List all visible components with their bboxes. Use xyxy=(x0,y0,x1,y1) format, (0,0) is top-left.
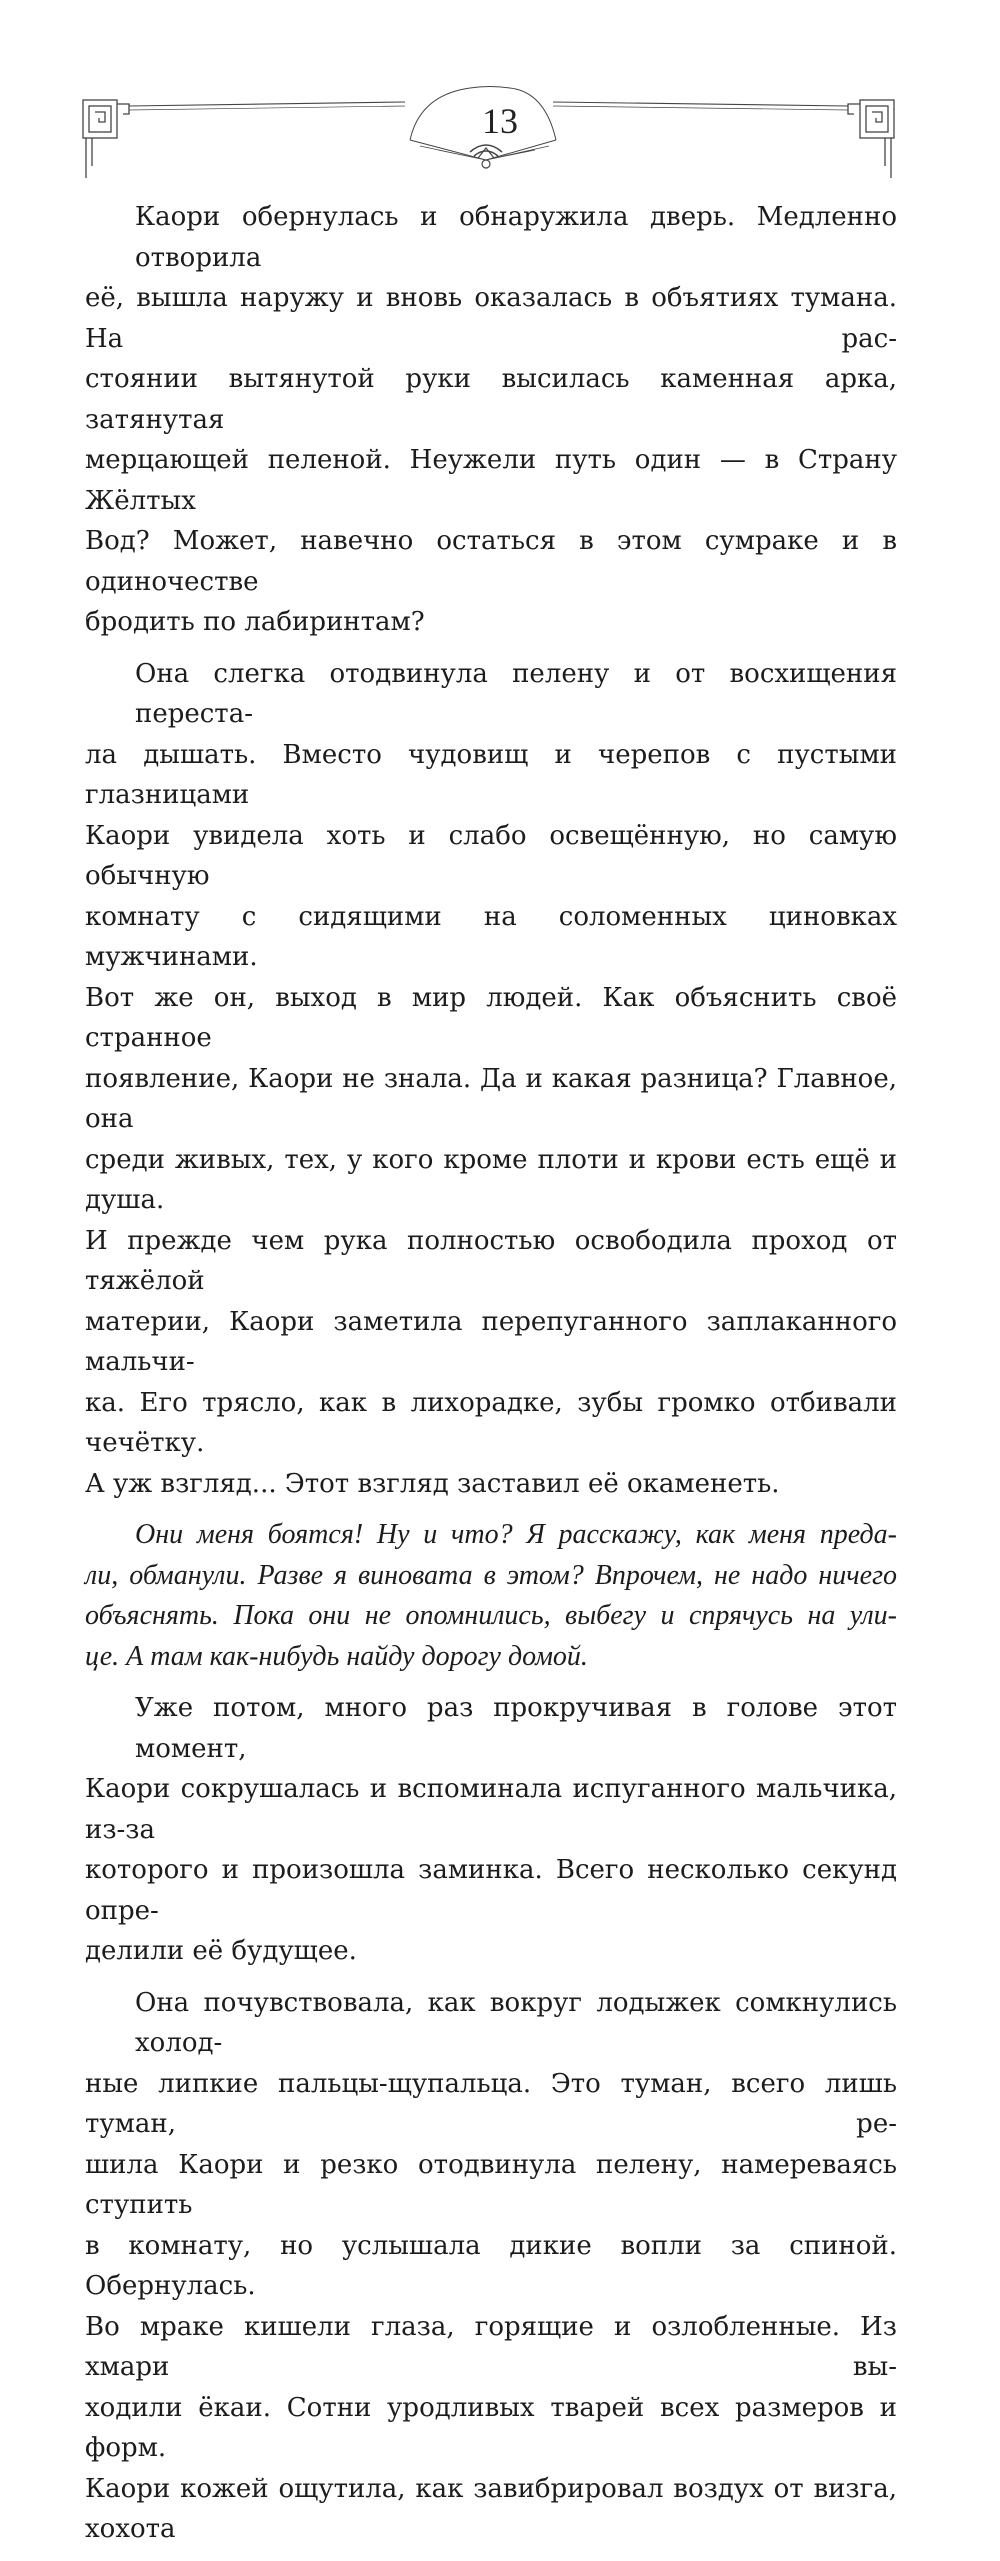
text-line: Каори увидела хоть и слабо освещённую, но самую обычную xyxy=(85,820,897,891)
text-line: А уж взгляд... Этот взгляд заставил её окаменеть. xyxy=(85,1468,780,1499)
paragraph xyxy=(85,1983,897,2550)
page-number: 13 xyxy=(482,101,518,141)
text-line: комнату с сидящими на соломенных циновках мужчинами. xyxy=(85,901,897,972)
text-line: в комнату, но услышала дикие вопли за спиной. Обернулась. xyxy=(85,2230,897,2301)
text-line: материи, Каори заметила перепуганного заплаканного мальчи- xyxy=(85,1306,897,1377)
paragraph xyxy=(85,197,897,643)
text-line: её, вышла наружу и вновь оказалась в объятиях тумана. На рас- xyxy=(85,283,897,354)
text-line: Вот же он, выход в мир людей. Как объяснить своё странное xyxy=(85,982,897,1053)
text-line: шила Каори и резко отодвинула пелену, намереваясь ступить xyxy=(85,2149,897,2220)
text-line: Уже потом, много раз прокручивая в голове этот момент, xyxy=(135,1693,897,1764)
text-line: появление, Каори не знала. Да и какая разница? Главное, она xyxy=(85,1063,897,1134)
text-line: И прежде чем рука полностью освободила проход от тяжёлой xyxy=(85,1225,897,1296)
paragraph xyxy=(85,1688,897,1972)
text-line: стоянии вытянутой руки высилась каменная арка, затянутая xyxy=(85,364,897,435)
text-line: Она слегка отодвинула пелену и от восхищения переста- xyxy=(135,658,897,729)
text-line: Каори кожей ощутила, как завибрировал воздух от визга, хохота xyxy=(85,2473,897,2544)
paragraph xyxy=(85,654,897,1505)
text-line: Каори обернулась и обнаружила дверь. Медленно отворила xyxy=(135,202,897,273)
text-line: ли, обманули. Разве я виновата в этом? Впрочем, не надо ничего xyxy=(85,1559,897,1591)
text-line: бродить по лабиринтам? xyxy=(85,607,425,637)
text-line: мерцающей пеленой. Неужели путь один — в Страну Жёлтых xyxy=(85,445,897,516)
text-line: ла дышать. Вместо чудовищ и черепов с пустыми глазницами xyxy=(85,739,897,810)
text-line: Во мраке кишели глаза, горящие и озлобленные. Из хмари вы- xyxy=(85,2311,897,2382)
text-line: среди живых, тех, у кого кроме плоти и крови есть ещё и душа. xyxy=(85,1144,897,1215)
italic-paragraph xyxy=(85,1515,897,1677)
text-line: делили её будущее. xyxy=(85,1936,357,1966)
text-line: Каори сокрушалась и вспоминала испуганного мальчика, из-за xyxy=(85,1774,897,1845)
page-body xyxy=(85,197,897,2561)
text-line: ка. Его трясло, как в лихорадке, зубы громко отбивали чечётку. xyxy=(85,1387,897,1458)
text-line: объяснять. Пока они не опомнились, выбегу и спрячусь на ули- xyxy=(85,1600,897,1631)
text-line: Они меня боятся! Ну и что? Я расскажу, как меня преда- xyxy=(135,1519,897,1550)
text-line: ные липкие пальцы-щупальца. Это туман, всего лишь туман, ре- xyxy=(85,2068,897,2139)
text-line: которого и произошла заминка. Всего несколько секунд опре- xyxy=(85,1855,897,1926)
text-line: Вод? Может, навечно остаться в этом сумраке и в одиночестве xyxy=(85,526,897,597)
text-line: це. А там как-нибудь найду дорогу домой. xyxy=(85,1640,588,1672)
text-line: Она почувствовала, как вокруг лодыжек сомкнулись холод- xyxy=(135,1987,897,2058)
text-line: ходили ёкаи. Сотни уродливых тварей всех размеров и форм. xyxy=(85,2392,897,2463)
